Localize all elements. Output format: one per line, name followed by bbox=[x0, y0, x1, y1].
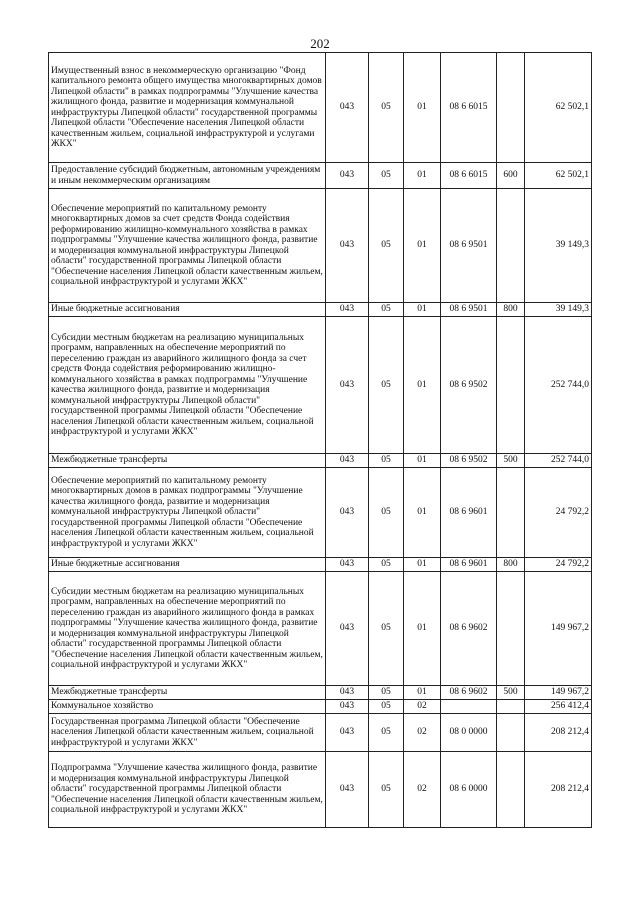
table-row bbox=[49, 454, 592, 468]
row-section-code: 05 bbox=[369, 714, 404, 752]
row-expense-type-code: 800 bbox=[497, 303, 525, 317]
row-name: Обеспечение мероприятий по капитальному ремонту многоквартирных домов в рамках подпрограммы "Улучшение качества жилищного фонда, развитие и модернизация коммунальной инфраструктуры Липецкой области" государственной программы Липецкой области "Обеспечение населения Липецкой области качественным жильем, социальной инфраструктурой и услугами ЖКХ" bbox=[49, 468, 326, 558]
row-amount: 149 967,2 bbox=[525, 572, 592, 686]
row-subsection-code: 01 bbox=[404, 53, 441, 163]
row-ministry-code: 043 bbox=[326, 163, 369, 189]
table-row bbox=[49, 468, 592, 558]
row-subsection-code: 01 bbox=[404, 468, 441, 558]
row-name: Коммунальное хозяйство bbox=[49, 700, 326, 714]
table-row bbox=[49, 189, 592, 303]
row-section-code: 05 bbox=[369, 572, 404, 686]
row-ministry-code: 043 bbox=[326, 303, 369, 317]
row-section-code: 05 bbox=[369, 163, 404, 189]
row-section-code: 05 bbox=[369, 317, 404, 454]
row-ministry-code: 043 bbox=[326, 189, 369, 303]
row-name: Межбюджетные трансферты bbox=[49, 454, 326, 468]
row-subsection-code: 01 bbox=[404, 454, 441, 468]
row-section-code: 05 bbox=[369, 686, 404, 700]
row-ministry-code: 043 bbox=[326, 468, 369, 558]
row-amount: 24 792,2 bbox=[525, 558, 592, 572]
row-article-code: 08 6 0000 bbox=[441, 752, 497, 828]
budget-table bbox=[48, 52, 592, 828]
row-section-code: 05 bbox=[369, 303, 404, 317]
row-section-code: 05 bbox=[369, 752, 404, 828]
row-article-code: 08 6 9601 bbox=[441, 558, 497, 572]
row-name: Субсидии местным бюджетам на реализацию муниципальных программ, направленных на обеспечение мероприятий по переселению граждан из аварийного жилищного фонда в рамках подпрограммы "Улучшение качества жилищного фонда, развитие и модернизация коммунальной инфраструктуры Липецкой области" государственной программы Липецкой области "Обеспечение населения Липецкой области качественным жильем, социальной инфраструктурой и услугами ЖКХ" bbox=[49, 572, 326, 686]
row-subsection-code: 02 bbox=[404, 700, 441, 714]
row-article-code: 08 6 9502 bbox=[441, 317, 497, 454]
table-row bbox=[49, 752, 592, 828]
row-expense-type-code bbox=[497, 700, 525, 714]
table-row bbox=[49, 714, 592, 752]
row-amount: 39 149,3 bbox=[525, 189, 592, 303]
row-expense-type-code bbox=[497, 468, 525, 558]
row-expense-type-code bbox=[497, 714, 525, 752]
table-row bbox=[49, 558, 592, 572]
row-article-code: 08 6 9501 bbox=[441, 303, 497, 317]
row-section-code: 05 bbox=[369, 53, 404, 163]
row-article-code: 08 0 0000 bbox=[441, 714, 497, 752]
row-article-code: 08 6 6015 bbox=[441, 163, 497, 189]
row-ministry-code: 043 bbox=[326, 317, 369, 454]
row-article-code: 08 6 9502 bbox=[441, 454, 497, 468]
row-name: Подпрограмма "Улучшение качества жилищного фонда, развитие и модернизация коммунальной инфраструктуры Липецкой области" государственной программы Липецкой области "Обеспечение населения Липецкой области качественным жильем, социальной инфраструктурой и услугами ЖКХ" bbox=[49, 752, 326, 828]
row-amount: 252 744,0 bbox=[525, 454, 592, 468]
table-row bbox=[49, 700, 592, 714]
table-row bbox=[49, 53, 592, 163]
row-amount: 252 744,0 bbox=[525, 317, 592, 454]
row-article-code: 08 6 6015 bbox=[441, 53, 497, 163]
row-expense-type-code bbox=[497, 572, 525, 686]
page-number: 202 bbox=[310, 36, 330, 51]
row-subsection-code: 01 bbox=[404, 686, 441, 700]
row-expense-type-code: 500 bbox=[497, 454, 525, 468]
row-name: Имущественный взнос в некоммерческую организацию "Фонд капитального ремонта общего имущества многоквартирных домов Липецкой области" в рамках подпрограммы "Улучшение качества жилищного фонда, развитие и модернизация коммунальной инфраструктуры Липецкой области" государственной программы Липецкой области "Обеспечение населения Липецкой области качественным жильем, социальной инфраструктурой и услугами ЖКХ" bbox=[49, 53, 326, 163]
row-subsection-code: 02 bbox=[404, 714, 441, 752]
row-name: Государственная программа Липецкой области "Обеспечение населения Липецкой области качественным жильем, социальной инфраструктурой и услугами ЖКХ" bbox=[49, 714, 326, 752]
row-name: Предоставление субсидий бюджетным, автономным учреждениям и иным некоммерческим организациям bbox=[49, 163, 326, 189]
table-row bbox=[49, 686, 592, 700]
row-section-code: 05 bbox=[369, 558, 404, 572]
row-section-code: 05 bbox=[369, 468, 404, 558]
table-row bbox=[49, 572, 592, 686]
row-subsection-code: 01 bbox=[404, 163, 441, 189]
row-amount: 149 967,2 bbox=[525, 686, 592, 700]
row-section-code: 05 bbox=[369, 700, 404, 714]
row-article-code: 08 6 9501 bbox=[441, 189, 497, 303]
row-name: Иные бюджетные ассигнования bbox=[49, 303, 326, 317]
row-ministry-code: 043 bbox=[326, 714, 369, 752]
row-subsection-code: 01 bbox=[404, 303, 441, 317]
row-expense-type-code bbox=[497, 317, 525, 454]
row-ministry-code: 043 bbox=[326, 53, 369, 163]
row-expense-type-code bbox=[497, 189, 525, 303]
row-ministry-code: 043 bbox=[326, 686, 369, 700]
row-ministry-code: 043 bbox=[326, 752, 369, 828]
row-amount: 256 412,4 bbox=[525, 700, 592, 714]
row-amount: 24 792,2 bbox=[525, 468, 592, 558]
table-row bbox=[49, 163, 592, 189]
row-subsection-code: 02 bbox=[404, 752, 441, 828]
row-section-code: 05 bbox=[369, 454, 404, 468]
row-amount: 62 502,1 bbox=[525, 53, 592, 163]
row-article-code bbox=[441, 700, 497, 714]
table-row bbox=[49, 317, 592, 454]
row-expense-type-code: 600 bbox=[497, 163, 525, 189]
row-name: Межбюджетные трансферты bbox=[49, 686, 326, 700]
row-article-code: 08 6 9602 bbox=[441, 686, 497, 700]
row-subsection-code: 01 bbox=[404, 572, 441, 686]
row-expense-type-code bbox=[497, 53, 525, 163]
row-expense-type-code bbox=[497, 752, 525, 828]
row-ministry-code: 043 bbox=[326, 700, 369, 714]
row-article-code: 08 6 9601 bbox=[441, 468, 497, 558]
row-name: Субсидии местным бюджетам на реализацию муниципальных программ, направленных на обеспечение мероприятий по переселению граждан из аварийного жилищного фонда за счет средств Фонда содействия реформированию жилищно-коммунального хозяйства в рамках подпрограммы "Улучшение качества жилищного фонда, развитие и модернизация коммунальной инфраструктуры Липецкой области" государственной программы Липецкой области "Обеспечение населения Липецкой области качественным жильем, социальной инфраструктурой и услугами ЖКХ" bbox=[49, 317, 326, 454]
row-subsection-code: 01 bbox=[404, 558, 441, 572]
row-ministry-code: 043 bbox=[326, 572, 369, 686]
table-row bbox=[49, 303, 592, 317]
row-name: Иные бюджетные ассигнования bbox=[49, 558, 326, 572]
row-name: Обеспечение мероприятий по капитальному ремонту многоквартирных домов за счет средств Фонда содействия реформированию жилищно-коммунального хозяйства в рамках подпрограммы "Улучшение качества жилищного фонда, развитие и модернизация коммунальной инфраструктуры Липецкой области" государственной программы Липецкой области "Обеспечение населения Липецкой области качественным жильем, социальной инфраструктурой и услугами ЖКХ" bbox=[49, 189, 326, 303]
row-subsection-code: 01 bbox=[404, 317, 441, 454]
row-ministry-code: 043 bbox=[326, 558, 369, 572]
budget-table-body bbox=[49, 53, 592, 828]
row-article-code: 08 6 9602 bbox=[441, 572, 497, 686]
row-amount: 62 502,1 bbox=[525, 163, 592, 189]
row-subsection-code: 01 bbox=[404, 189, 441, 303]
row-expense-type-code: 800 bbox=[497, 558, 525, 572]
row-amount: 208 212,4 bbox=[525, 714, 592, 752]
row-section-code: 05 bbox=[369, 189, 404, 303]
row-amount: 39 149,3 bbox=[525, 303, 592, 317]
row-expense-type-code: 500 bbox=[497, 686, 525, 700]
row-ministry-code: 043 bbox=[326, 454, 369, 468]
row-amount: 208 212,4 bbox=[525, 752, 592, 828]
